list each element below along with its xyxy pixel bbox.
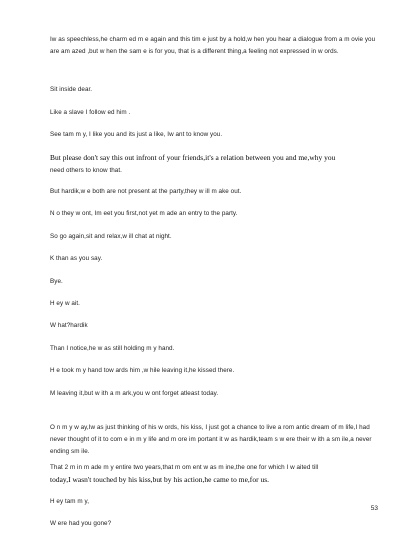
paragraph-hey-tammy: H ey tam m y,	[50, 498, 90, 505]
paragraph-please-dont-serif: But please don't say this out infront of your friends,it's a relation between you and me,why you	[50, 153, 336, 162]
paragraph-two-min	[50, 462, 380, 487]
page-number: 53	[370, 505, 378, 512]
paragraph-please-dont-cont: need others to know that.	[50, 167, 122, 174]
paragraph-hey-wait: H ey w ait.	[50, 300, 80, 307]
paragraph-go-again: So go again,sit and relax,w ill chat at night.	[50, 233, 172, 240]
paragraph-two-min-serif: today,I wasn't touched by his kiss,but by his action,he came to me,for us.	[50, 475, 270, 484]
paragraph-leaving-it: M leaving it,but w ith a m ark,you w ont forget atleast today.	[50, 390, 219, 397]
paragraph-where-gone: W ere had you gone?	[50, 520, 112, 527]
paragraph-slave: Like a slave I follow ed him .	[50, 109, 131, 116]
paragraph-k-than: K than as you say.	[50, 255, 103, 262]
paragraph-took-hand: H e took m y hand tow ards him ,w hile leaving it,he kissed there.	[50, 367, 235, 374]
paragraph-but-hardik: But hardik,w e both are not present at the party,they w ill m ake out.	[50, 188, 242, 195]
paragraph-no-they-wont: N o they w ont, Im eet you first,not yet m ade an entry to the party.	[50, 210, 238, 217]
paragraph-what-hardik: W hat?hardik	[50, 322, 88, 329]
paragraph-on-my-way: O n m y w ay,Iw as just thinking of his w ords, his kiss, I just got a chance to live a rom antic dream of m life,I had never thought of it to com e in m y life and m ore im portant it w as hardik,team s w ere their w ith a sm ile,a never ending sm ile.	[50, 424, 372, 455]
paragraph-sit-inside: Sit inside dear.	[50, 86, 93, 93]
paragraph-see-tammy: See tam m y, I like you and its just a like, Iw ant to know you.	[50, 131, 223, 138]
paragraph-please-dont	[50, 152, 380, 177]
paragraph-notice: Than I notice,he w as still holding m y hand.	[50, 345, 175, 352]
paragraph-speechless: Iw as speechless,he charm ed m e again and this tim e just by a hold,w hen you hear a dialogue from a m ovie you are am azed ,but w hen the sam e is for you, that is a different thing,a feeling not expressed in w ords.	[50, 36, 376, 55]
paragraph-two-min-line: That 2 m in m ade m y entire two years,that m om ent w as m ine,the one for which I w aited till	[50, 464, 319, 471]
paragraph-bye: Bye.	[50, 278, 63, 285]
